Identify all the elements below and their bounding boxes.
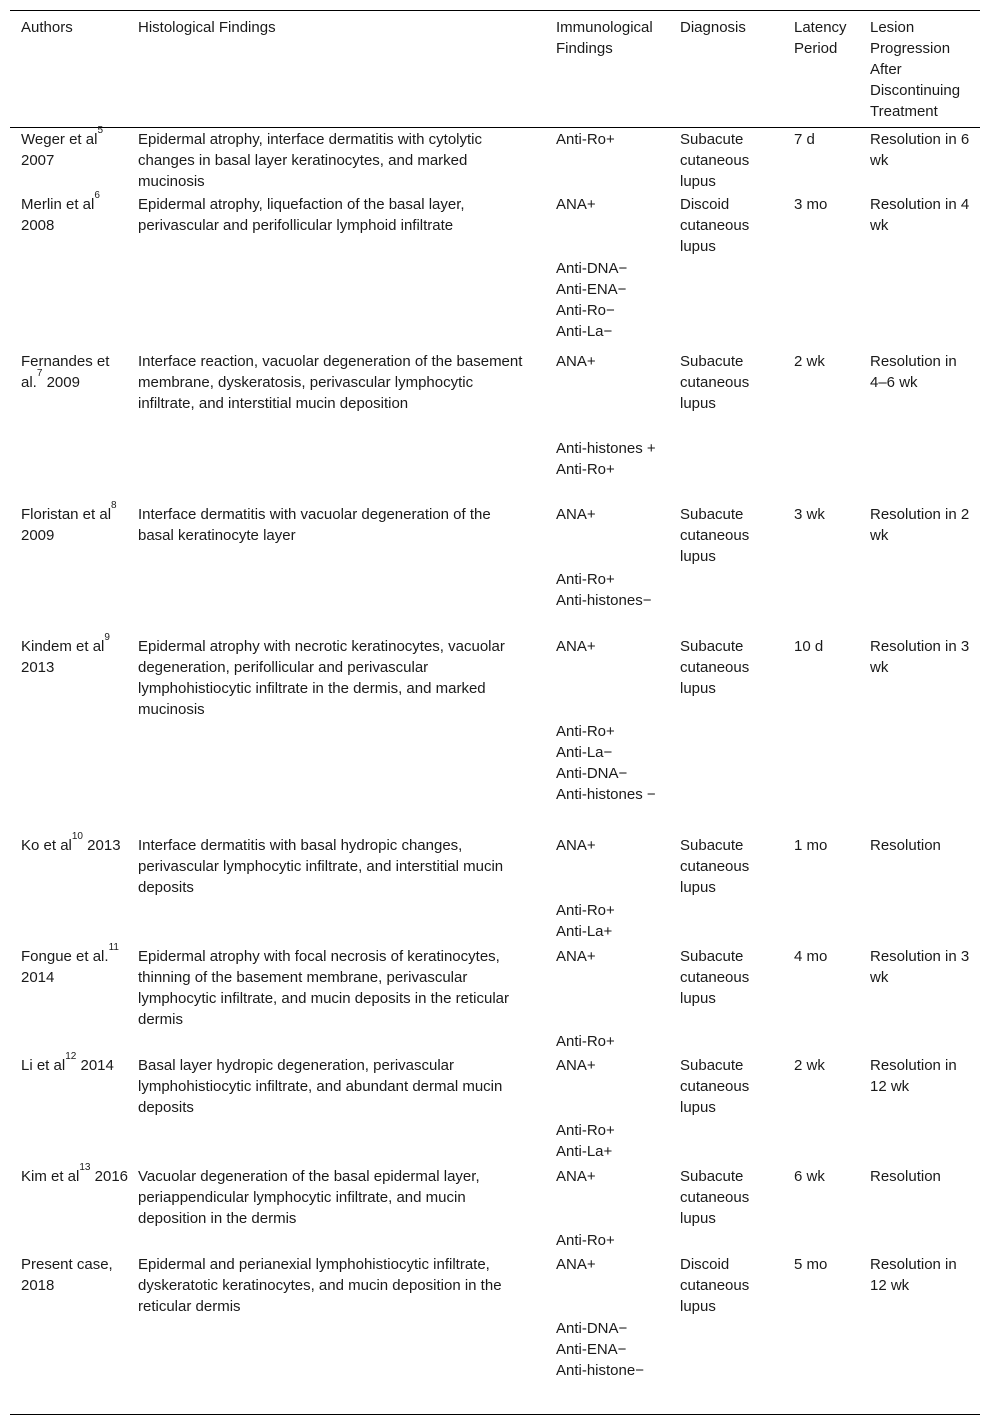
author-name: Fongue et al.: [21, 948, 109, 965]
author-name: Ko et al: [21, 837, 72, 854]
cell-latency-period: 10 d: [794, 638, 824, 655]
cell-latency-period: 1 mo: [794, 837, 828, 854]
publication-year: 2008: [21, 217, 55, 234]
publication-year: 2016: [90, 1168, 129, 1185]
cell-histological-findings: Epidermal atrophy, liquefaction of the basal layer, perivascular and perifollicular lymphoid infiltrate: [138, 196, 465, 234]
cell-diagnosis: Discoid cutaneous lupus: [680, 196, 750, 255]
header-immunological-findings: Immunological Findings: [556, 19, 653, 57]
header-rule: [10, 127, 980, 128]
cell-immunological-secondary: Anti-Ro+ Anti-histones−: [556, 571, 652, 609]
cell-histological-findings: Epidermal and perianexial lymphohistiocytic infiltrate, dyskeratotic keratinocytes, and mucin deposition in the reticular dermis: [138, 1256, 502, 1315]
reference-number: 7: [36, 368, 43, 379]
cell-diagnosis: Discoid cutaneous lupus: [680, 1256, 750, 1315]
publication-year: 2009: [21, 527, 55, 544]
cell-immunological-primary: ANA+: [556, 1057, 596, 1074]
cell-diagnosis: Subacute cutaneous lupus: [680, 638, 750, 697]
cell-immunological-primary: ANA+: [556, 196, 596, 213]
cell-histological-findings: Interface reaction, vacuolar degeneration of the basement membrane, dyskeratosis, perivascular lymphocytic infiltrate, and interstitial mucin deposition: [138, 353, 523, 412]
cell-latency-period: 7 d: [794, 131, 815, 148]
reference-number: 8: [111, 500, 117, 511]
cell-diagnosis: Subacute cutaneous lupus: [680, 1057, 750, 1116]
author-name: Present case, 2018: [21, 1256, 113, 1294]
cell-authors: [21, 125, 131, 171]
reference-number: 9: [104, 632, 110, 643]
cell-authors: [21, 1254, 131, 1296]
cell-latency-period: 6 wk: [794, 1168, 825, 1185]
cell-lesion-progression: Resolution in 2 wk: [870, 506, 970, 544]
cell-histological-findings: Basal layer hydropic degeneration, perivascular lymphohistiocytic infiltrate, and abundant dermal mucin deposits: [138, 1057, 503, 1116]
cell-latency-period: 3 wk: [794, 506, 825, 523]
cell-lesion-progression: Resolution in 4–6 wk: [870, 353, 957, 391]
author-name: Kindem et al: [21, 638, 105, 655]
cell-authors: [21, 351, 131, 393]
cell-lesion-progression: Resolution in 12 wk: [870, 1256, 957, 1294]
cell-immunological-primary: ANA+: [556, 948, 596, 965]
reference-number: 11: [108, 942, 119, 953]
cell-diagnosis: Subacute cutaneous lupus: [680, 837, 750, 896]
table-bottom-rule: [10, 1414, 980, 1415]
cell-histological-findings: Epidermal atrophy with focal necrosis of keratinocytes, thinning of the basement membrane, perivascular lymphocytic infiltrate, and mucin deposits in the reticular dermis: [138, 948, 510, 1028]
reference-number: 10: [71, 831, 83, 842]
reference-number: 12: [65, 1051, 77, 1062]
cell-latency-period: 2 wk: [794, 1057, 825, 1074]
cell-immunological-secondary: Anti-Ro+ Anti-La+: [556, 902, 615, 940]
cell-immunological-primary: ANA+: [556, 506, 596, 523]
reference-number: 5: [97, 125, 103, 136]
author-name: Fernandes et al.: [21, 353, 110, 391]
cell-authors: [21, 831, 131, 856]
cell-diagnosis: Subacute cutaneous lupus: [680, 1168, 750, 1227]
cell-immunological-primary: ANA+: [556, 353, 596, 370]
author-name: Kim et al: [21, 1168, 80, 1185]
publication-year: 2013: [21, 659, 55, 676]
header-lesion-progression: Lesion Progression After Discontinuing Treatment: [870, 19, 961, 120]
cell-lesion-progression: Resolution in 3 wk: [870, 948, 970, 986]
cell-authors: [21, 500, 131, 546]
cell-lesion-progression: Resolution: [870, 1168, 941, 1185]
cell-diagnosis: Subacute cutaneous lupus: [680, 131, 750, 190]
cell-lesion-progression: Resolution in 6 wk: [870, 131, 970, 169]
cell-immunological-primary: ANA+: [556, 1256, 596, 1273]
header-latency-period: Latency Period: [794, 19, 847, 57]
cell-immunological-primary: ANA+: [556, 837, 596, 854]
cell-immunological-secondary: Anti-Ro+: [556, 1232, 615, 1249]
cell-lesion-progression: Resolution in 12 wk: [870, 1057, 957, 1095]
publication-year: 2014: [76, 1057, 114, 1074]
publication-year: 2007: [21, 152, 55, 169]
cell-lesion-progression: Resolution in 4 wk: [870, 196, 970, 234]
cell-diagnosis: Subacute cutaneous lupus: [680, 353, 750, 412]
author-name: Li et al: [21, 1057, 66, 1074]
author-name: Weger et al: [21, 131, 98, 148]
cell-histological-findings: Epidermal atrophy with necrotic keratinocytes, vacuolar degeneration, perifollicular and perivascular lymphohistiocytic infiltrate in the dermis, and marked mucinosis: [138, 638, 505, 718]
cell-histological-findings: Interface dermatitis with basal hydropic changes, perivascular lymphocytic infiltrate, and interstitial mucin deposits: [138, 837, 504, 896]
publication-year: 2013: [83, 837, 121, 854]
cell-lesion-progression: Resolution: [870, 837, 941, 854]
cell-authors: [21, 1051, 131, 1076]
cell-authors: [21, 1162, 131, 1187]
cell-latency-period: 2 wk: [794, 353, 825, 370]
header-histological-findings: Histological Findings: [138, 19, 276, 36]
cell-immunological-secondary: Anti-DNA− Anti-ENA− Anti-histone−: [556, 1320, 644, 1379]
cell-immunological-primary: ANA+: [556, 1168, 596, 1185]
author-name: Merlin et al: [21, 196, 95, 213]
publication-year: 2014: [21, 969, 55, 986]
reference-number: 6: [94, 190, 100, 201]
cell-latency-period: 3 mo: [794, 196, 828, 213]
cell-lesion-progression: Resolution in 3 wk: [870, 638, 970, 676]
cell-latency-period: 5 mo: [794, 1256, 828, 1273]
cell-immunological-primary: ANA+: [556, 638, 596, 655]
table-top-rule: [10, 10, 980, 11]
cell-immunological-secondary: Anti-Ro+ Anti-La+: [556, 1122, 615, 1160]
header-authors: Authors: [21, 19, 73, 36]
cell-immunological-secondary: Anti-Ro+: [556, 1033, 615, 1050]
reference-number: 13: [79, 1162, 91, 1173]
cell-diagnosis: Subacute cutaneous lupus: [680, 948, 750, 1007]
cell-immunological-secondary: Anti-histones + Anti-Ro+: [556, 440, 656, 478]
publication-year: 2009: [42, 374, 80, 391]
cell-immunological-secondary: Anti-Ro+ Anti-La− Anti-DNA− Anti-histones −: [556, 723, 656, 803]
cell-diagnosis: Subacute cutaneous lupus: [680, 506, 750, 565]
cell-histological-findings: Epidermal atrophy, interface dermatitis with cytolytic changes in basal layer keratinocytes, and marked mucinosis: [138, 131, 483, 190]
cell-authors: [21, 190, 131, 236]
cell-histological-findings: Interface dermatitis with vacuolar degeneration of the basal keratinocyte layer: [138, 506, 491, 544]
author-name: Floristan et al: [21, 506, 112, 523]
cell-latency-period: 4 mo: [794, 948, 828, 965]
cell-immunological-secondary: Anti-DNA− Anti-ENA− Anti-Ro− Anti-La−: [556, 260, 628, 340]
cell-histological-findings: Vacuolar degeneration of the basal epidermal layer, periappendicular lymphocytic infiltrate, and mucin deposition in the dermis: [138, 1168, 480, 1227]
header-diagnosis: Diagnosis: [680, 19, 746, 36]
cell-immunological-primary: Anti-Ro+: [556, 131, 615, 148]
cell-authors: [21, 632, 131, 678]
cell-authors: [21, 942, 131, 988]
